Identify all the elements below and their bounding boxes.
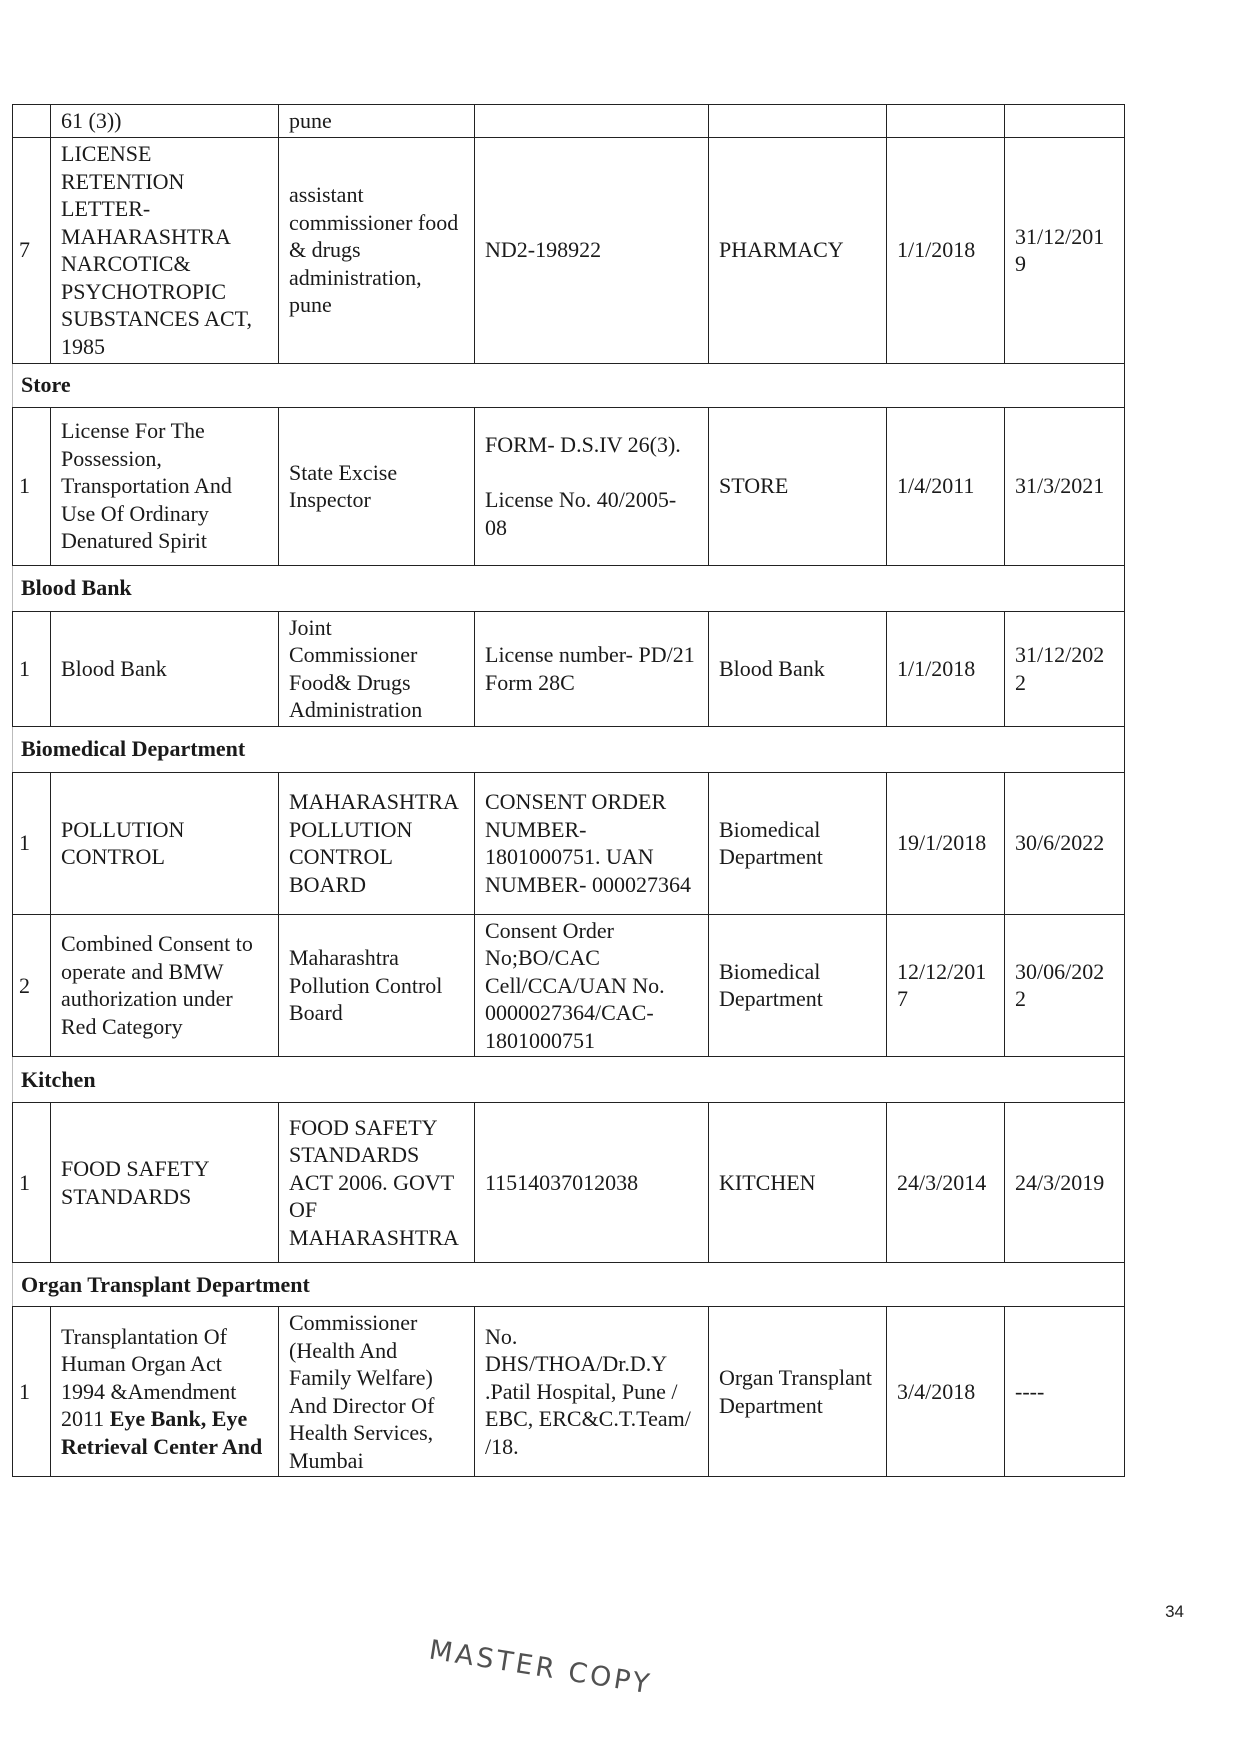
- issuing-authority-cell: Joint Commissioner Food& Drugs Administration: [279, 611, 475, 726]
- expiry-date-cell: 24/3/2019: [1005, 1103, 1125, 1263]
- license-reference-cell: Consent Order No;BO/CAC Cell/CCA/UAN No. 0000027364/CAC-1801000751: [475, 914, 709, 1057]
- license-reference-cell: 11514037012038: [475, 1103, 709, 1263]
- section-heading: Blood Bank: [13, 565, 1125, 611]
- issuing-authority-cell: Commissioner (Health And Family Welfare) And Director Of Health Services, Mumbai: [279, 1307, 475, 1477]
- table-row: [13, 1103, 1125, 1263]
- issuing-authority-cell: State Excise Inspector: [279, 407, 475, 565]
- row-number-cell: [13, 105, 51, 138]
- section-row: [13, 1263, 1125, 1307]
- license-name-cell: License For The Possession, Transportation And Use Of Ordinary Denatured Spirit: [51, 407, 279, 565]
- row-number-cell: 1: [13, 407, 51, 565]
- license-reference-cell: CONSENT ORDER NUMBER- 1801000751. UAN NUMBER- 000027364: [475, 772, 709, 914]
- department-cell: Organ Transplant Department: [709, 1307, 887, 1477]
- department-cell: KITCHEN: [709, 1103, 887, 1263]
- department-cell: Biomedical Department: [709, 772, 887, 914]
- table-row: [13, 407, 1125, 565]
- license-name-cell: 61 (3)): [51, 105, 279, 138]
- license-reference-cell: ND2-198922: [475, 137, 709, 363]
- page-number: 34: [1165, 1602, 1184, 1621]
- expiry-date-cell: 31/12/2019: [1005, 137, 1125, 363]
- department-cell: Biomedical Department: [709, 914, 887, 1057]
- section-row: [13, 363, 1125, 407]
- licenses-table: [12, 104, 1125, 1477]
- section-heading: Kitchen: [13, 1057, 1125, 1103]
- license-reference-cell: License number- PD/21 Form 28C: [475, 611, 709, 726]
- license-name-bold-text: Eye Bank, Eye Retrieval Center And: [61, 1406, 263, 1459]
- issuing-authority-cell: FOOD SAFETY STANDARDS ACT 2006. GOVT OF MAHARASHTRA: [279, 1103, 475, 1263]
- table-row: [13, 772, 1125, 914]
- license-name-cell: FOOD SAFETY STANDARDS: [51, 1103, 279, 1263]
- issue-date-cell: 1/1/2018: [887, 611, 1005, 726]
- table-row: [13, 137, 1125, 363]
- license-name-cell: Blood Bank: [51, 611, 279, 726]
- section-row: [13, 726, 1125, 772]
- expiry-date-cell: 30/06/2022: [1005, 914, 1125, 1057]
- issue-date-cell: 24/3/2014: [887, 1103, 1005, 1263]
- expiry-date-cell: 30/6/2022: [1005, 772, 1125, 914]
- issuing-authority-cell: assistant commissioner food & drugs administration, pune: [279, 137, 475, 363]
- row-number-cell: 1: [13, 611, 51, 726]
- section-row: [13, 565, 1125, 611]
- department-cell: STORE: [709, 407, 887, 565]
- expiry-date-cell: ----: [1005, 1307, 1125, 1477]
- license-name-cell: LICENSE RETENTION LETTER- MAHARASHTRA NARCOTIC& PSYCHOTROPIC SUBSTANCES ACT, 1985: [51, 137, 279, 363]
- license-name-cell: Combined Consent to operate and BMW authorization under Red Category: [51, 914, 279, 1057]
- expiry-date-cell: 31/12/2022: [1005, 611, 1125, 726]
- issue-date-cell: 19/1/2018: [887, 772, 1005, 914]
- row-number-cell: 2: [13, 914, 51, 1057]
- row-number-cell: 1: [13, 772, 51, 914]
- issuing-authority-cell: Maharashtra Pollution Control Board: [279, 914, 475, 1057]
- department-cell: [709, 105, 887, 138]
- issue-date-cell: 1/1/2018: [887, 137, 1005, 363]
- department-cell: Blood Bank: [709, 611, 887, 726]
- row-number-cell: 1: [13, 1307, 51, 1477]
- license-reference-cell: [475, 105, 709, 138]
- table-row: [13, 611, 1125, 726]
- license-name-cell: [51, 1307, 279, 1477]
- table-row: [13, 914, 1125, 1057]
- issue-date-cell: [887, 105, 1005, 138]
- expiry-date-cell: 31/3/2021: [1005, 407, 1125, 565]
- license-name-text: Transplantation Of Human Organ Act 1994 &Amendment 2011: [61, 1323, 237, 1432]
- license-reference-cell: FORM- D.S.IV 26(3). License No. 40/2005-08: [475, 407, 709, 565]
- row-number-cell: 7: [13, 137, 51, 363]
- table-row: [13, 105, 1125, 138]
- issuing-authority-cell: pune: [279, 105, 475, 138]
- issue-date-cell: 1/4/2011: [887, 407, 1005, 565]
- license-reference-cell: No. DHS/THOA/Dr.D.Y .Patil Hospital, Pune / EBC, ERC&C.T.Team/ /18.: [475, 1307, 709, 1477]
- section-heading: Organ Transplant Department: [13, 1263, 1125, 1307]
- row-number-cell: 1: [13, 1103, 51, 1263]
- expiry-date-cell: [1005, 105, 1125, 138]
- section-row: [13, 1057, 1125, 1103]
- master-copy-stamp: MASTER COPY: [426, 1634, 655, 1701]
- section-heading: Store: [13, 363, 1125, 407]
- issue-date-cell: 12/12/2017: [887, 914, 1005, 1057]
- department-cell: PHARMACY: [709, 137, 887, 363]
- issuing-authority-cell: MAHARASHTRA POLLUTION CONTROL BOARD: [279, 772, 475, 914]
- section-heading: Biomedical Department: [13, 726, 1125, 772]
- issue-date-cell: 3/4/2018: [887, 1307, 1005, 1477]
- table-row: [13, 1307, 1125, 1477]
- license-name-cell: POLLUTION CONTROL: [51, 772, 279, 914]
